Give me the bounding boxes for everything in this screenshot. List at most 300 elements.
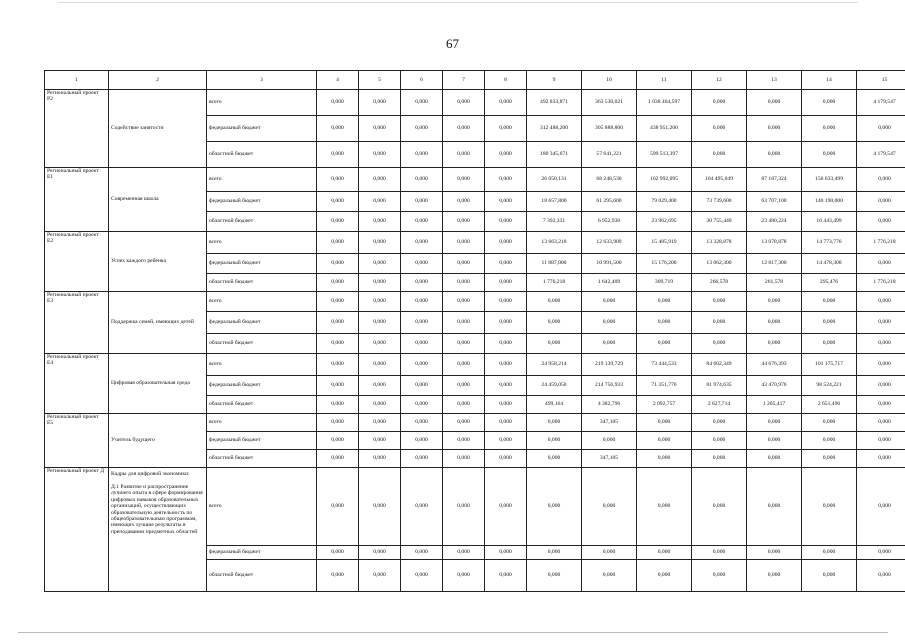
table-row	[45, 414, 905, 432]
amount-cell: 0,000	[359, 212, 401, 232]
amount-cell: 15 485,919	[637, 232, 692, 254]
amount-cell: 0,000	[802, 334, 857, 354]
amount-cell: 180 345,671	[527, 142, 582, 168]
amount-cell: 4 179,547	[857, 90, 905, 116]
amount-cell: 0,000	[692, 560, 747, 592]
amount-cell: 14 773,776	[802, 232, 857, 254]
amount-cell: 0,000	[802, 312, 857, 334]
amount-cell: 12 633,909	[582, 232, 637, 254]
amount-cell: 0,000	[443, 468, 485, 546]
amount-cell: 0,000	[317, 232, 359, 254]
amount-cell: 2 651,496	[802, 396, 857, 414]
column-header: 5	[359, 71, 401, 90]
amount-cell: 0,000	[485, 168, 527, 192]
amount-cell: 0,000	[359, 450, 401, 468]
amount-cell: 0,000	[747, 312, 802, 334]
project-name-cell: Региональный проект Р2	[45, 90, 109, 168]
activity-name-cell: Учитель будущего	[109, 414, 207, 468]
table-row	[45, 90, 905, 116]
amount-cell: 0,000	[401, 468, 443, 546]
amount-cell: 0,000	[443, 142, 485, 168]
amount-cell: 0,000	[692, 334, 747, 354]
amount-cell: 599 513,397	[637, 142, 692, 168]
funding-source-cell: всего	[207, 468, 317, 546]
amount-cell: 24 459,050	[527, 376, 582, 396]
amount-cell: 0,000	[692, 546, 747, 560]
amount-cell: 0,000	[317, 312, 359, 334]
funding-source-cell: областной бюджет	[207, 560, 317, 592]
amount-cell: 0,000	[317, 168, 359, 192]
amount-cell: 0,000	[637, 312, 692, 334]
activity-name-cell: Современная школа	[109, 168, 207, 232]
amount-cell: 0,000	[443, 292, 485, 312]
amount-cell: 0,000	[317, 376, 359, 396]
amount-cell: 0,000	[802, 546, 857, 560]
amount-cell: 0,000	[747, 334, 802, 354]
amount-cell: 0,000	[857, 432, 905, 450]
column-header: 6	[401, 71, 443, 90]
amount-cell: 0,000	[359, 274, 401, 292]
amount-cell: 0,000	[359, 334, 401, 354]
amount-cell: 0,000	[582, 432, 637, 450]
amount-cell: 0,000	[443, 116, 485, 142]
amount-cell: 0,000	[747, 90, 802, 116]
amount-cell: 14 478,300	[802, 254, 857, 274]
amount-cell: 0,000	[637, 450, 692, 468]
amount-cell: 0,000	[485, 560, 527, 592]
amount-cell: 73 739,600	[692, 192, 747, 212]
amount-cell: 0,000	[527, 292, 582, 312]
amount-cell: 0,000	[582, 546, 637, 560]
amount-cell: 1 776,218	[857, 232, 905, 254]
amount-cell: 0,000	[317, 142, 359, 168]
amount-cell: 43 470,976	[747, 376, 802, 396]
header-row	[45, 71, 905, 90]
amount-cell: 0,000	[802, 414, 857, 432]
amount-cell: 0,000	[692, 142, 747, 168]
amount-cell: 0,000	[857, 468, 905, 546]
amount-cell: 0,000	[485, 432, 527, 450]
amount-cell: 0,000	[857, 334, 905, 354]
activity-name-cell: Содействие занятости	[109, 90, 207, 168]
amount-cell: 7 392,331	[527, 212, 582, 232]
amount-cell: 0,000	[485, 254, 527, 274]
amount-cell: 0,000	[401, 254, 443, 274]
amount-cell: 347,105	[582, 414, 637, 432]
amount-cell: 1 205,417	[747, 396, 802, 414]
amount-cell: 0,000	[443, 232, 485, 254]
amount-cell: 10 991,500	[582, 254, 637, 274]
amount-cell: 0,000	[443, 334, 485, 354]
amount-cell: 0,000	[485, 192, 527, 212]
amount-cell: 2 092,757	[637, 396, 692, 414]
funding-source-cell: областной бюджет	[207, 450, 317, 468]
amount-cell: 295,476	[802, 274, 857, 292]
amount-cell: 0,000	[637, 560, 692, 592]
amount-cell: 0,000	[692, 312, 747, 334]
amount-cell: 57 641,221	[582, 142, 637, 168]
amount-cell: 0,000	[401, 90, 443, 116]
amount-cell: 0,000	[857, 414, 905, 432]
budget-table-body	[45, 90, 905, 592]
amount-cell: 0,000	[692, 292, 747, 312]
amount-cell: 0,000	[582, 468, 637, 546]
column-header: 4	[317, 71, 359, 90]
amount-cell: 11 887,000	[527, 254, 582, 274]
amount-cell: 0,000	[317, 274, 359, 292]
amount-cell: 0,000	[317, 212, 359, 232]
column-header: 9	[527, 71, 582, 90]
amount-cell: 0,000	[527, 312, 582, 334]
amount-cell: 18 657,800	[527, 192, 582, 212]
amount-cell: 0,000	[359, 354, 401, 376]
amount-cell: 6 952,930	[582, 212, 637, 232]
amount-cell: 0,000	[317, 354, 359, 376]
budget-table	[44, 70, 905, 592]
page-bottom-rule	[18, 632, 888, 633]
amount-cell: 0,000	[802, 560, 857, 592]
amount-cell: 0,000	[443, 432, 485, 450]
amount-cell: 44 676,393	[747, 354, 802, 376]
amount-cell: 87 187,324	[747, 168, 802, 192]
amount-cell: 0,000	[857, 212, 905, 232]
funding-source-cell: всего	[207, 168, 317, 192]
project-name-cell: Региональный проект Е3	[45, 292, 109, 354]
amount-cell: 0,000	[485, 334, 527, 354]
amount-cell: 0,000	[637, 334, 692, 354]
amount-cell: 0,000	[692, 90, 747, 116]
amount-cell: 23 962,695	[637, 212, 692, 232]
amount-cell: 0,000	[857, 192, 905, 212]
amount-cell: 0,000	[747, 414, 802, 432]
funding-source-cell: всего	[207, 414, 317, 432]
funding-source-cell: федеральный бюджет	[207, 376, 317, 396]
funding-source-cell: всего	[207, 90, 317, 116]
amount-cell: 0,000	[317, 334, 359, 354]
amount-cell: 0,000	[401, 450, 443, 468]
amount-cell: 0,000	[582, 334, 637, 354]
funding-source-cell: федеральный бюджет	[207, 254, 317, 274]
amount-cell: 0,000	[692, 116, 747, 142]
funding-source-cell: федеральный бюджет	[207, 192, 317, 212]
amount-cell: 0,000	[443, 192, 485, 212]
amount-cell: 0,000	[401, 396, 443, 414]
amount-cell: 0,000	[443, 450, 485, 468]
amount-cell: 0,000	[401, 212, 443, 232]
amount-cell: 0,000	[359, 432, 401, 450]
amount-cell: 0,000	[359, 546, 401, 560]
amount-cell: 0,000	[359, 468, 401, 546]
amount-cell: 0,000	[359, 192, 401, 212]
project-name-cell: Региональный проект Д	[45, 468, 109, 592]
amount-cell: 15 176,200	[637, 254, 692, 274]
amount-cell: 0,000	[485, 116, 527, 142]
amount-cell: 0,000	[747, 292, 802, 312]
amount-cell: 0,000	[359, 90, 401, 116]
funding-source-cell: областной бюджет	[207, 396, 317, 414]
amount-cell: 0,000	[857, 354, 905, 376]
amount-cell: 0,000	[802, 450, 857, 468]
funding-source-cell: областной бюджет	[207, 142, 317, 168]
amount-cell: 0,000	[359, 396, 401, 414]
funding-source-cell: всего	[207, 292, 317, 312]
page-top-rule	[58, 2, 858, 3]
amount-cell: 0,000	[317, 468, 359, 546]
amount-cell: 16 443,499	[802, 212, 857, 232]
column-header: 12	[692, 71, 747, 90]
amount-cell: 0,000	[401, 354, 443, 376]
amount-cell: 0,000	[582, 560, 637, 592]
amount-cell: 0,000	[485, 274, 527, 292]
amount-cell: 0,000	[443, 354, 485, 376]
funding-source-cell: областной бюджет	[207, 212, 317, 232]
amount-cell: 312 488,200	[527, 116, 582, 142]
amount-cell: 214 756,933	[582, 376, 637, 396]
amount-cell: 0,000	[359, 560, 401, 592]
amount-cell: 0,000	[359, 292, 401, 312]
amount-cell: 363 530,021	[582, 90, 637, 116]
column-header: 11	[637, 71, 692, 90]
amount-cell: 0,000	[359, 116, 401, 142]
amount-cell: 0,000	[637, 432, 692, 450]
amount-cell: 102 992,095	[637, 168, 692, 192]
column-header: 7	[443, 71, 485, 90]
amount-cell: 0,000	[401, 546, 443, 560]
amount-cell: 0,000	[317, 90, 359, 116]
amount-cell: 0,000	[443, 376, 485, 396]
amount-cell: 0,000	[443, 168, 485, 192]
amount-cell: 0,000	[802, 90, 857, 116]
amount-cell: 0,000	[637, 414, 692, 432]
activity-name-cell: Цифровая образовательная среда	[109, 354, 207, 414]
amount-cell: 0,000	[359, 142, 401, 168]
amount-cell: 4 382,796	[582, 396, 637, 414]
amount-cell: 13 663,218	[527, 232, 582, 254]
amount-cell: 63 707,100	[747, 192, 802, 212]
amount-cell: 0,000	[317, 432, 359, 450]
amount-cell: 0,000	[485, 396, 527, 414]
amount-cell: 0,000	[485, 90, 527, 116]
amount-cell: 0,000	[485, 312, 527, 334]
amount-cell: 0,000	[443, 90, 485, 116]
column-header: 2	[109, 71, 207, 90]
amount-cell: 0,000	[443, 546, 485, 560]
funding-source-cell: всего	[207, 354, 317, 376]
amount-cell: 0,000	[485, 468, 527, 546]
amount-cell: 13 078,878	[747, 232, 802, 254]
amount-cell: 0,000	[747, 142, 802, 168]
amount-cell: 0,000	[317, 546, 359, 560]
amount-cell: 0,000	[401, 560, 443, 592]
amount-cell: 261,578	[747, 274, 802, 292]
amount-cell: 0,000	[692, 432, 747, 450]
amount-cell: 30 755,440	[692, 212, 747, 232]
amount-cell: 0,000	[692, 414, 747, 432]
funding-source-cell: федеральный бюджет	[207, 312, 317, 334]
amount-cell: 140 190,000	[802, 192, 857, 212]
column-header: 8	[485, 71, 527, 90]
amount-cell: 1 642,409	[582, 274, 637, 292]
amount-cell: 0,000	[527, 560, 582, 592]
column-header: 13	[747, 71, 802, 90]
amount-cell: 71 351,776	[637, 376, 692, 396]
amount-cell: 0,000	[747, 560, 802, 592]
amount-cell: 0,000	[359, 168, 401, 192]
amount-cell: 156 633,499	[802, 168, 857, 192]
amount-cell: 0,000	[443, 560, 485, 592]
amount-cell: 61 295,600	[582, 192, 637, 212]
amount-cell: 1 776,218	[857, 274, 905, 292]
amount-cell: 1 038 464,597	[637, 90, 692, 116]
amount-cell: 0,000	[485, 450, 527, 468]
amount-cell: 0,000	[317, 292, 359, 312]
project-name-cell: Региональный проект Е2	[45, 232, 109, 292]
amount-cell: 0,000	[443, 254, 485, 274]
amount-cell: 0,000	[401, 414, 443, 432]
project-name-cell: Региональный проект Е1	[45, 168, 109, 232]
amount-cell: 0,000	[527, 546, 582, 560]
amount-cell: 0,000	[401, 334, 443, 354]
amount-cell: 0,000	[582, 312, 637, 334]
amount-cell: 0,000	[317, 414, 359, 432]
amount-cell: 0,000	[692, 468, 747, 546]
amount-cell: 0,000	[527, 334, 582, 354]
amount-cell: 0,000	[857, 376, 905, 396]
amount-cell: 0,000	[401, 312, 443, 334]
amount-cell: 13 062,300	[692, 254, 747, 274]
amount-cell: 0,000	[401, 142, 443, 168]
amount-cell: 13 328,878	[692, 232, 747, 254]
amount-cell: 266,578	[692, 274, 747, 292]
amount-cell: 0,000	[857, 546, 905, 560]
amount-cell: 12 817,300	[747, 254, 802, 274]
amount-cell: 0,000	[802, 292, 857, 312]
amount-cell: 0,000	[485, 354, 527, 376]
amount-cell: 0,000	[802, 432, 857, 450]
amount-cell: 0,000	[317, 396, 359, 414]
amount-cell: 0,000	[443, 212, 485, 232]
amount-cell: 0,000	[582, 292, 637, 312]
amount-cell: 0,000	[359, 254, 401, 274]
column-header: 14	[802, 71, 857, 90]
amount-cell: 0,000	[692, 450, 747, 468]
funding-source-cell: областной бюджет	[207, 334, 317, 354]
amount-cell: 0,000	[857, 560, 905, 592]
amount-cell: 2 627,714	[692, 396, 747, 414]
amount-cell: 0,000	[485, 142, 527, 168]
column-header: 1	[45, 71, 109, 90]
amount-cell: 0,000	[443, 274, 485, 292]
amount-cell: 0,000	[527, 450, 582, 468]
amount-cell: 305 888,800	[582, 116, 637, 142]
activity-name-cell: Поддержка семей, имеющих детей	[109, 292, 207, 354]
amount-cell: 0,000	[485, 376, 527, 396]
project-name-cell: Региональный проект Е4	[45, 354, 109, 414]
table-row	[45, 354, 905, 376]
amount-cell: 0,000	[359, 312, 401, 334]
amount-cell: 438 951,200	[637, 116, 692, 142]
amount-cell: 219 139,729	[582, 354, 637, 376]
amount-cell: 0,000	[637, 546, 692, 560]
amount-cell: 84 602,349	[692, 354, 747, 376]
amount-cell: 0,000	[401, 232, 443, 254]
amount-cell: 0,000	[359, 414, 401, 432]
amount-cell: 68 248,530	[582, 168, 637, 192]
amount-cell: 0,000	[857, 292, 905, 312]
amount-cell: 0,000	[401, 292, 443, 312]
table-row	[45, 168, 905, 192]
funding-source-cell: федеральный бюджет	[207, 116, 317, 142]
amount-cell: 0,000	[401, 376, 443, 396]
table-row	[45, 232, 905, 254]
amount-cell: 0,000	[359, 376, 401, 396]
amount-cell: 0,000	[527, 468, 582, 546]
amount-cell: 101 175,717	[802, 354, 857, 376]
amount-cell: 26 050,131	[527, 168, 582, 192]
amount-cell: 0,000	[747, 546, 802, 560]
column-header: 3	[207, 71, 317, 90]
amount-cell: 79 029,400	[637, 192, 692, 212]
column-header: 15	[857, 71, 905, 90]
funding-source-cell: федеральный бюджет	[207, 432, 317, 450]
amount-cell: 0,000	[317, 116, 359, 142]
amount-cell: 98 524,221	[802, 376, 857, 396]
page-number: 67	[446, 36, 459, 51]
amount-cell: 0,000	[857, 396, 905, 414]
amount-cell: 0,000	[747, 116, 802, 142]
funding-source-cell: всего	[207, 232, 317, 254]
amount-cell: 0,000	[401, 274, 443, 292]
amount-cell: 0,000	[401, 116, 443, 142]
amount-cell: 0,000	[443, 414, 485, 432]
amount-cell: 0,000	[527, 432, 582, 450]
amount-cell: 0,000	[443, 312, 485, 334]
amount-cell: 0,000	[317, 560, 359, 592]
amount-cell: 0,000	[857, 450, 905, 468]
activity-name-cell: Кадры для цифровой экономики: Д.1 Развитие и распространение лучшего опыта в сфере формирования цифровых навыков образовательных организаций, осуществляющих образовательную деятельность по общеобразовательным программам, имеющих лучшие результаты в преподавании предметных областей	[109, 468, 207, 592]
amount-cell: 0,000	[485, 292, 527, 312]
amount-cell: 0,000	[443, 396, 485, 414]
amount-cell: 24 958,214	[527, 354, 582, 376]
amount-cell: 0,000	[317, 192, 359, 212]
amount-cell: 0,000	[747, 432, 802, 450]
amount-cell: 0,000	[401, 432, 443, 450]
table-row	[45, 468, 905, 546]
amount-cell: 0,000	[802, 116, 857, 142]
table-row	[45, 292, 905, 312]
activity-name-cell: Успех каждого ребенка	[109, 232, 207, 292]
amount-cell: 4 179,547	[857, 142, 905, 168]
amount-cell: 0,000	[317, 450, 359, 468]
project-name-cell: Региональный проект Е5	[45, 414, 109, 468]
amount-cell: 0,000	[802, 142, 857, 168]
amount-cell: 0,000	[485, 414, 527, 432]
amount-cell: 0,000	[857, 312, 905, 334]
amount-cell: 0,000	[857, 254, 905, 274]
amount-cell: 0,000	[637, 468, 692, 546]
funding-source-cell: областной бюджет	[207, 274, 317, 292]
amount-cell: 0,000	[637, 292, 692, 312]
amount-cell: 0,000	[401, 168, 443, 192]
amount-cell: 0,000	[485, 232, 527, 254]
amount-cell: 73 444,533	[637, 354, 692, 376]
amount-cell: 0,000	[857, 116, 905, 142]
amount-cell: 499,164	[527, 396, 582, 414]
amount-cell: 0,000	[527, 414, 582, 432]
column-header: 10	[582, 71, 637, 90]
amount-cell: 0,000	[317, 254, 359, 274]
amount-cell: 23 480,224	[747, 212, 802, 232]
